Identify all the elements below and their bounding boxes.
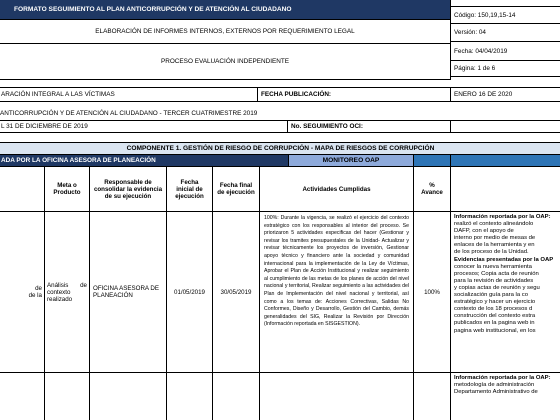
oap-monitoring-band: MONITOREO OAP xyxy=(288,154,414,167)
evidence-line: conocer la nueva herramienta xyxy=(454,263,532,270)
row1-actividades: 100%: Durante la vigencia, se realizó el ejercicio del contexto estratégico con los responsables al interior del proceso. Se priorizaron 5 actividades especificas del hacer (Gestionar y revisar los tramites presupuestales de la Unidad- Actualizar y revisar técnicamente los proyectos de inversión, Gestionar apoyo técnico y financiero ante la sociedad y comunidad internacional para la implementación de la Ley de Víctimas, Aprobar el Plan de Acción Institucional y realizar seguimiento al cumplimiento de las metas de los planes de acción del nivel nacional y territorial, Realizar seguimiento a las actividades del Plan de Implementación del nivel nacional y territorial, así como a los temas de: Acciones Correctivas, Salidas No Conformes, Diseño y Desarrollo, Gestión del Cambio, demás generalidades del SIG, Realizar la Revisión por Dirección (Información reportada en SISGESTION). xyxy=(259,211,414,373)
form-version: Versión: 04 xyxy=(450,23,560,42)
report-line: enlaces de la herramienta y en xyxy=(454,242,535,249)
report-line: Departamento Administrativo de xyxy=(454,389,538,396)
followup-number-value xyxy=(450,120,560,133)
form-code: Código: 150,19,15-14 xyxy=(450,6,560,24)
col-header-responsable: Responsable de consolidar la evidencia de su ejecución xyxy=(89,166,167,212)
process-name: PROCESO EVALUACIÓN INDEPENDIENTE xyxy=(0,43,451,80)
report-line: de los proceso de la Unidad. xyxy=(454,249,529,256)
report-line: interno por medio de mesas de xyxy=(454,235,536,242)
row1-avance: 100% xyxy=(413,211,451,373)
row1-evidence-title: Evidencias presentadas por la OAP xyxy=(454,256,554,263)
evidence-line: y copias actas de reunión y segu xyxy=(454,284,540,291)
row2-responsable xyxy=(89,372,167,420)
row2-fecha-final xyxy=(212,372,260,420)
col-header-blank xyxy=(0,166,45,212)
evidence-line: socialización guía para la co xyxy=(454,292,529,299)
row2-actividades xyxy=(259,372,414,420)
form-page: Página: 1 de 6 xyxy=(450,60,560,77)
publication-date-label: FECHA PUBLICACIÓN: xyxy=(257,87,451,102)
component-title: COMPONENTE 1. GESTIÓN DE RIESGO DE CORRUPCIÓN - MAPA DE RIESGOS DE CORRUPCIÓN xyxy=(0,142,560,155)
plan-name: ANTICORRUPCIÓN Y DE ATENCIÓN AL CIUDADANO - TERCER CUATRIMESTRE 2019 xyxy=(0,109,258,117)
report-line: DAFP, con el apoyo de xyxy=(454,228,514,235)
evidence-line: para la revisión de actividades xyxy=(454,277,534,284)
row1-left-fragment: de de la xyxy=(0,211,45,373)
form-date: Fecha: 04/04/2019 xyxy=(450,41,560,61)
col-header-actividades: Actividades Cumplidas xyxy=(259,166,414,212)
row1-report-title: Información reportada por la OAP: xyxy=(454,214,551,220)
row2-meta xyxy=(44,372,90,420)
evidence-line: contexto de los 18 procesos d xyxy=(454,306,533,313)
row1-oci-report xyxy=(450,211,560,373)
evidence-line: publicados en la pagina web in xyxy=(454,320,535,327)
evidence-line: construcción del contexto estra xyxy=(454,313,536,320)
row1-fecha-inicial: 01/05/2019 xyxy=(166,211,213,373)
col-header-fecha-inicial: Fecha inicial de ejecución xyxy=(166,166,213,212)
row2-oci-report xyxy=(450,372,560,420)
form-subtitle: ELABORACIÓN DE INFORMES INTERNOS, EXTERNOS POR REQUERIMIENTO LEGAL xyxy=(0,19,451,44)
row1-meta: Análisis de contexto realizado xyxy=(44,211,90,373)
col-header-fecha-final: Fecha final de ejecución xyxy=(212,166,260,212)
followup-number-label: No. SEGUIMIENTO OCI: xyxy=(287,120,451,133)
report-line: realizó el contexto alineándolo xyxy=(454,221,534,228)
row2-avance xyxy=(413,372,451,420)
publication-date-value: ENERO 16 DE 2020 xyxy=(450,87,560,102)
row2-left-fragment xyxy=(0,372,45,420)
col-header-avance: % Avance xyxy=(413,166,451,212)
evidence-line: procesos; Copia acta de reunión xyxy=(454,270,539,277)
col-header-oci xyxy=(450,166,560,212)
row1-responsable: OFICINA ASESORA DE PLANEACIÓN xyxy=(89,211,167,373)
form-title-banner xyxy=(0,0,451,20)
planning-office-band: ADA POR LA OFICINA ASESORA DE PLANEACIÓN xyxy=(0,154,289,167)
row1-fecha-final: 30/05/2019 xyxy=(212,211,260,373)
form-title: FORMATO SEGUIMIENTO AL PLAN ANTICORRUPCIÓN Y DE ATENCIÓN AL CIUDADANO xyxy=(14,6,292,13)
row2-report-title: Información reportada por la OAP: xyxy=(454,375,551,381)
col-header-meta-producto: Meta o Producto xyxy=(44,166,90,212)
report-line: metodología de administración xyxy=(454,382,535,389)
period-end: L 31 DE DICIEMBRE DE 2019 xyxy=(0,120,288,133)
evidence-line: pagina web institucional, en los xyxy=(454,327,536,334)
row2-fecha-inicial xyxy=(166,372,213,420)
evidence-line: estratégico y hacer un ejercicio xyxy=(454,299,536,306)
entity-name: ARACIÓN INTEGRAL A LAS VÍCTIMAS xyxy=(0,87,258,102)
